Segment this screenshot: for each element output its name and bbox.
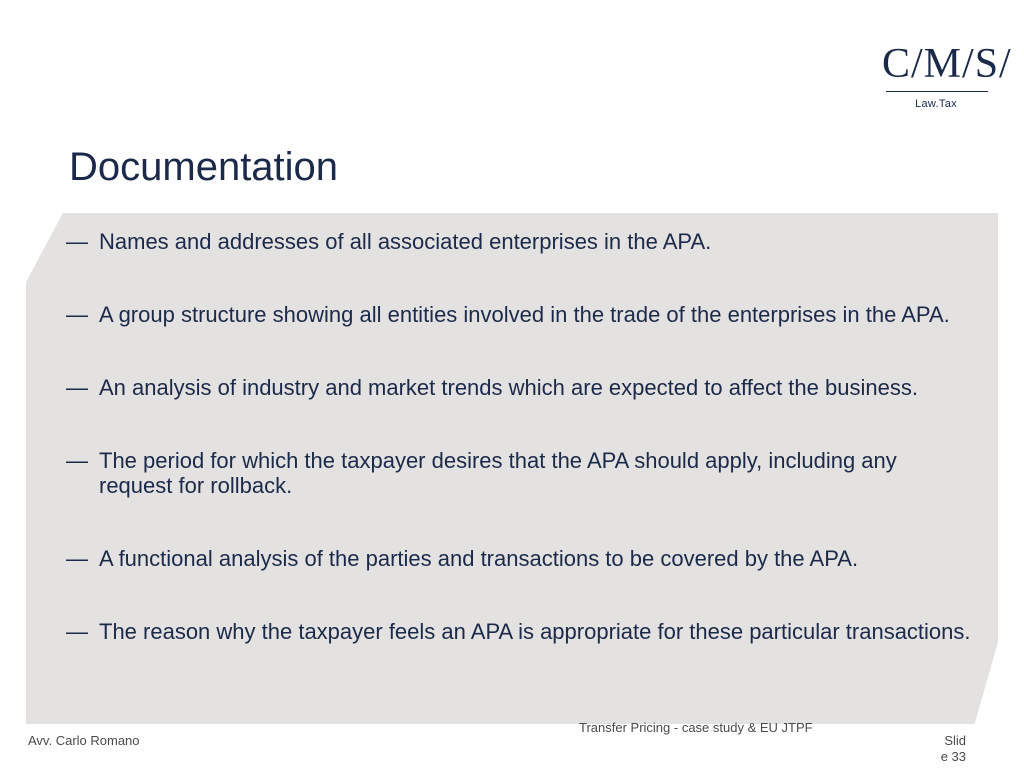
bullet-marker: —	[66, 302, 88, 327]
bullet-text: The reason why the taxpayer feels an APA is appropriate for these particular transactions.	[99, 619, 971, 644]
bullet-marker: —	[66, 375, 88, 400]
bullet-marker: —	[66, 448, 88, 473]
bullet-text: A functional analysis of the parties and transactions to be covered by the APA.	[99, 546, 859, 571]
bullet-text: A group structure showing all entities involved in the trade of the enterprises in the APA.	[99, 302, 950, 327]
slide-title: Documentation	[69, 145, 339, 189]
bullet-item	[66, 375, 971, 400]
bullet-item	[66, 302, 971, 327]
footer-presentation-title: Transfer Pricing - case study & EU JTPF	[579, 720, 813, 735]
slide-number	[930, 733, 966, 765]
bullet-list	[66, 229, 971, 644]
footer-author: Avv. Carlo Romano	[28, 733, 140, 748]
bullet-item	[66, 546, 971, 571]
logo-divider	[886, 91, 988, 92]
bullet-item	[66, 448, 971, 498]
slide-number-line-2: e 33	[940, 749, 966, 764]
bullet-item	[66, 229, 971, 254]
bullet-marker: —	[66, 229, 88, 254]
cms-logo-tagline: Law.Tax	[915, 98, 957, 110]
bullet-text: An analysis of industry and market trends which are expected to affect the business.	[99, 375, 918, 400]
slide-number-line-1: Slid	[944, 733, 966, 748]
cms-logo-mark: C/M/S/	[882, 41, 1012, 87]
bullet-marker: —	[66, 546, 88, 571]
bullet-item	[66, 619, 971, 644]
cms-logo	[882, 40, 1012, 116]
bullet-text: The period for which the taxpayer desires that the APA should apply, including any request for rollback.	[99, 448, 897, 498]
bullet-marker: —	[66, 619, 88, 644]
bullet-text: Names and addresses of all associated enterprises in the APA.	[99, 229, 712, 254]
